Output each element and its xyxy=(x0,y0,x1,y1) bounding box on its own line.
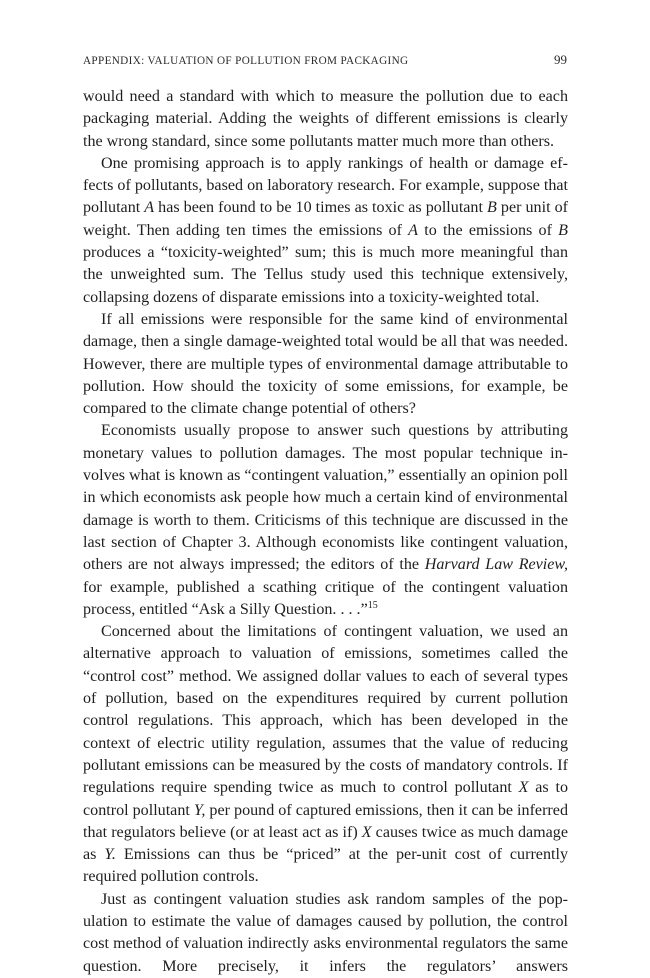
body-text xyxy=(83,86,568,978)
running-title: APPENDIX: VALUATION OF POLLUTION FROM PACKAGING xyxy=(83,55,409,67)
italic-variable: B xyxy=(558,221,568,239)
italic-variable: X xyxy=(518,779,529,797)
paragraph-6: Just as contingent valuation studies ask random samples of the population to estimate the value of damages caused by pollution, the control cost method of valuation indirectly asks environmental regulators the same question. More precisely, it infers the regulators’ answers xyxy=(83,890,568,975)
footnote-reference: 15 xyxy=(367,599,378,611)
page-number: 99 xyxy=(554,52,567,67)
italic-variable: Y. xyxy=(104,846,116,864)
paragraph-5: Concerned about the limitations of contingent valuation, we used an alternative approach to valuation of emissions, sometimes called the “control cost” method. We assigned dollar values to each of several types of pollution, based on the expenditures required by current pollution control regulations. This approach, which has been developed in the context of electric utility regulation, assumes that the value of reducing pollutant emissions can be measured by the costs of mandatory controls. If regulations require spending twice as much to control pollutant X as to control pollutant Y, per pound of captured emissions, then it can be inferred that regulators believe (or at least act as if) X causes twice as much damage as Y. Emissions can thus be “priced” at the per-unit cost of currently required pollution controls. xyxy=(83,623,568,886)
paragraph-3: If all emissions were responsible for the same kind of environmental damage, then a single damage-weighted total would be all that was needed. However, there are multiple types of environmental damage attributable to pollution. How should the toxicity of some emissions, for example, be compared to the climate change potential of others? xyxy=(83,310,568,418)
running-header xyxy=(83,52,567,68)
italic-variable: X xyxy=(361,823,372,841)
paragraph-1: would need a standard with which to measure the pollution due to each packaging material. Adding the weights of different emissions is clearly the wrong standard, since some pollutants matter much more than others. xyxy=(83,88,568,150)
paragraph-2: One promising approach is to apply rankings of health or damage effects of pollutants, based on laboratory research. For example, suppose that pollutant A has been found to be 10 times as toxic as pollutant B per unit of weight. Then adding ten times the emissions of A to the emissions of B produces a “toxicity-weighted” sum; this is much more meaningful than the unweighted sum. The Tellus study used this technique extensively, collapsing dozens of disparate emissions into a toxicity-weighted total. xyxy=(83,154,569,306)
italic-variable: A xyxy=(408,221,419,239)
italic-variable: Y, xyxy=(193,801,206,819)
italic-variable: B xyxy=(487,199,497,217)
italic-variable: A xyxy=(144,199,155,217)
paragraph-4: Economists usually propose to answer such questions by attributing monetary values to pollution damages. The most popular technique involves what is known as “contingent valuation,” essentially an opinion poll in which economists ask people how much a certain kind of environmental damage is worth to them. Criticisms of this technique are discussed in the last section of Chapter 3. Although economists like contingent valuation, others are not always impressed; the editors of the Harvard Law Review, for example, published a scathing critique of the contingent valuation process, entitled “Ask a Silly Question. . . .”$^{15}$ xyxy=(83,422,568,618)
italic-journal-title: Harvard Law Review, xyxy=(424,556,568,574)
